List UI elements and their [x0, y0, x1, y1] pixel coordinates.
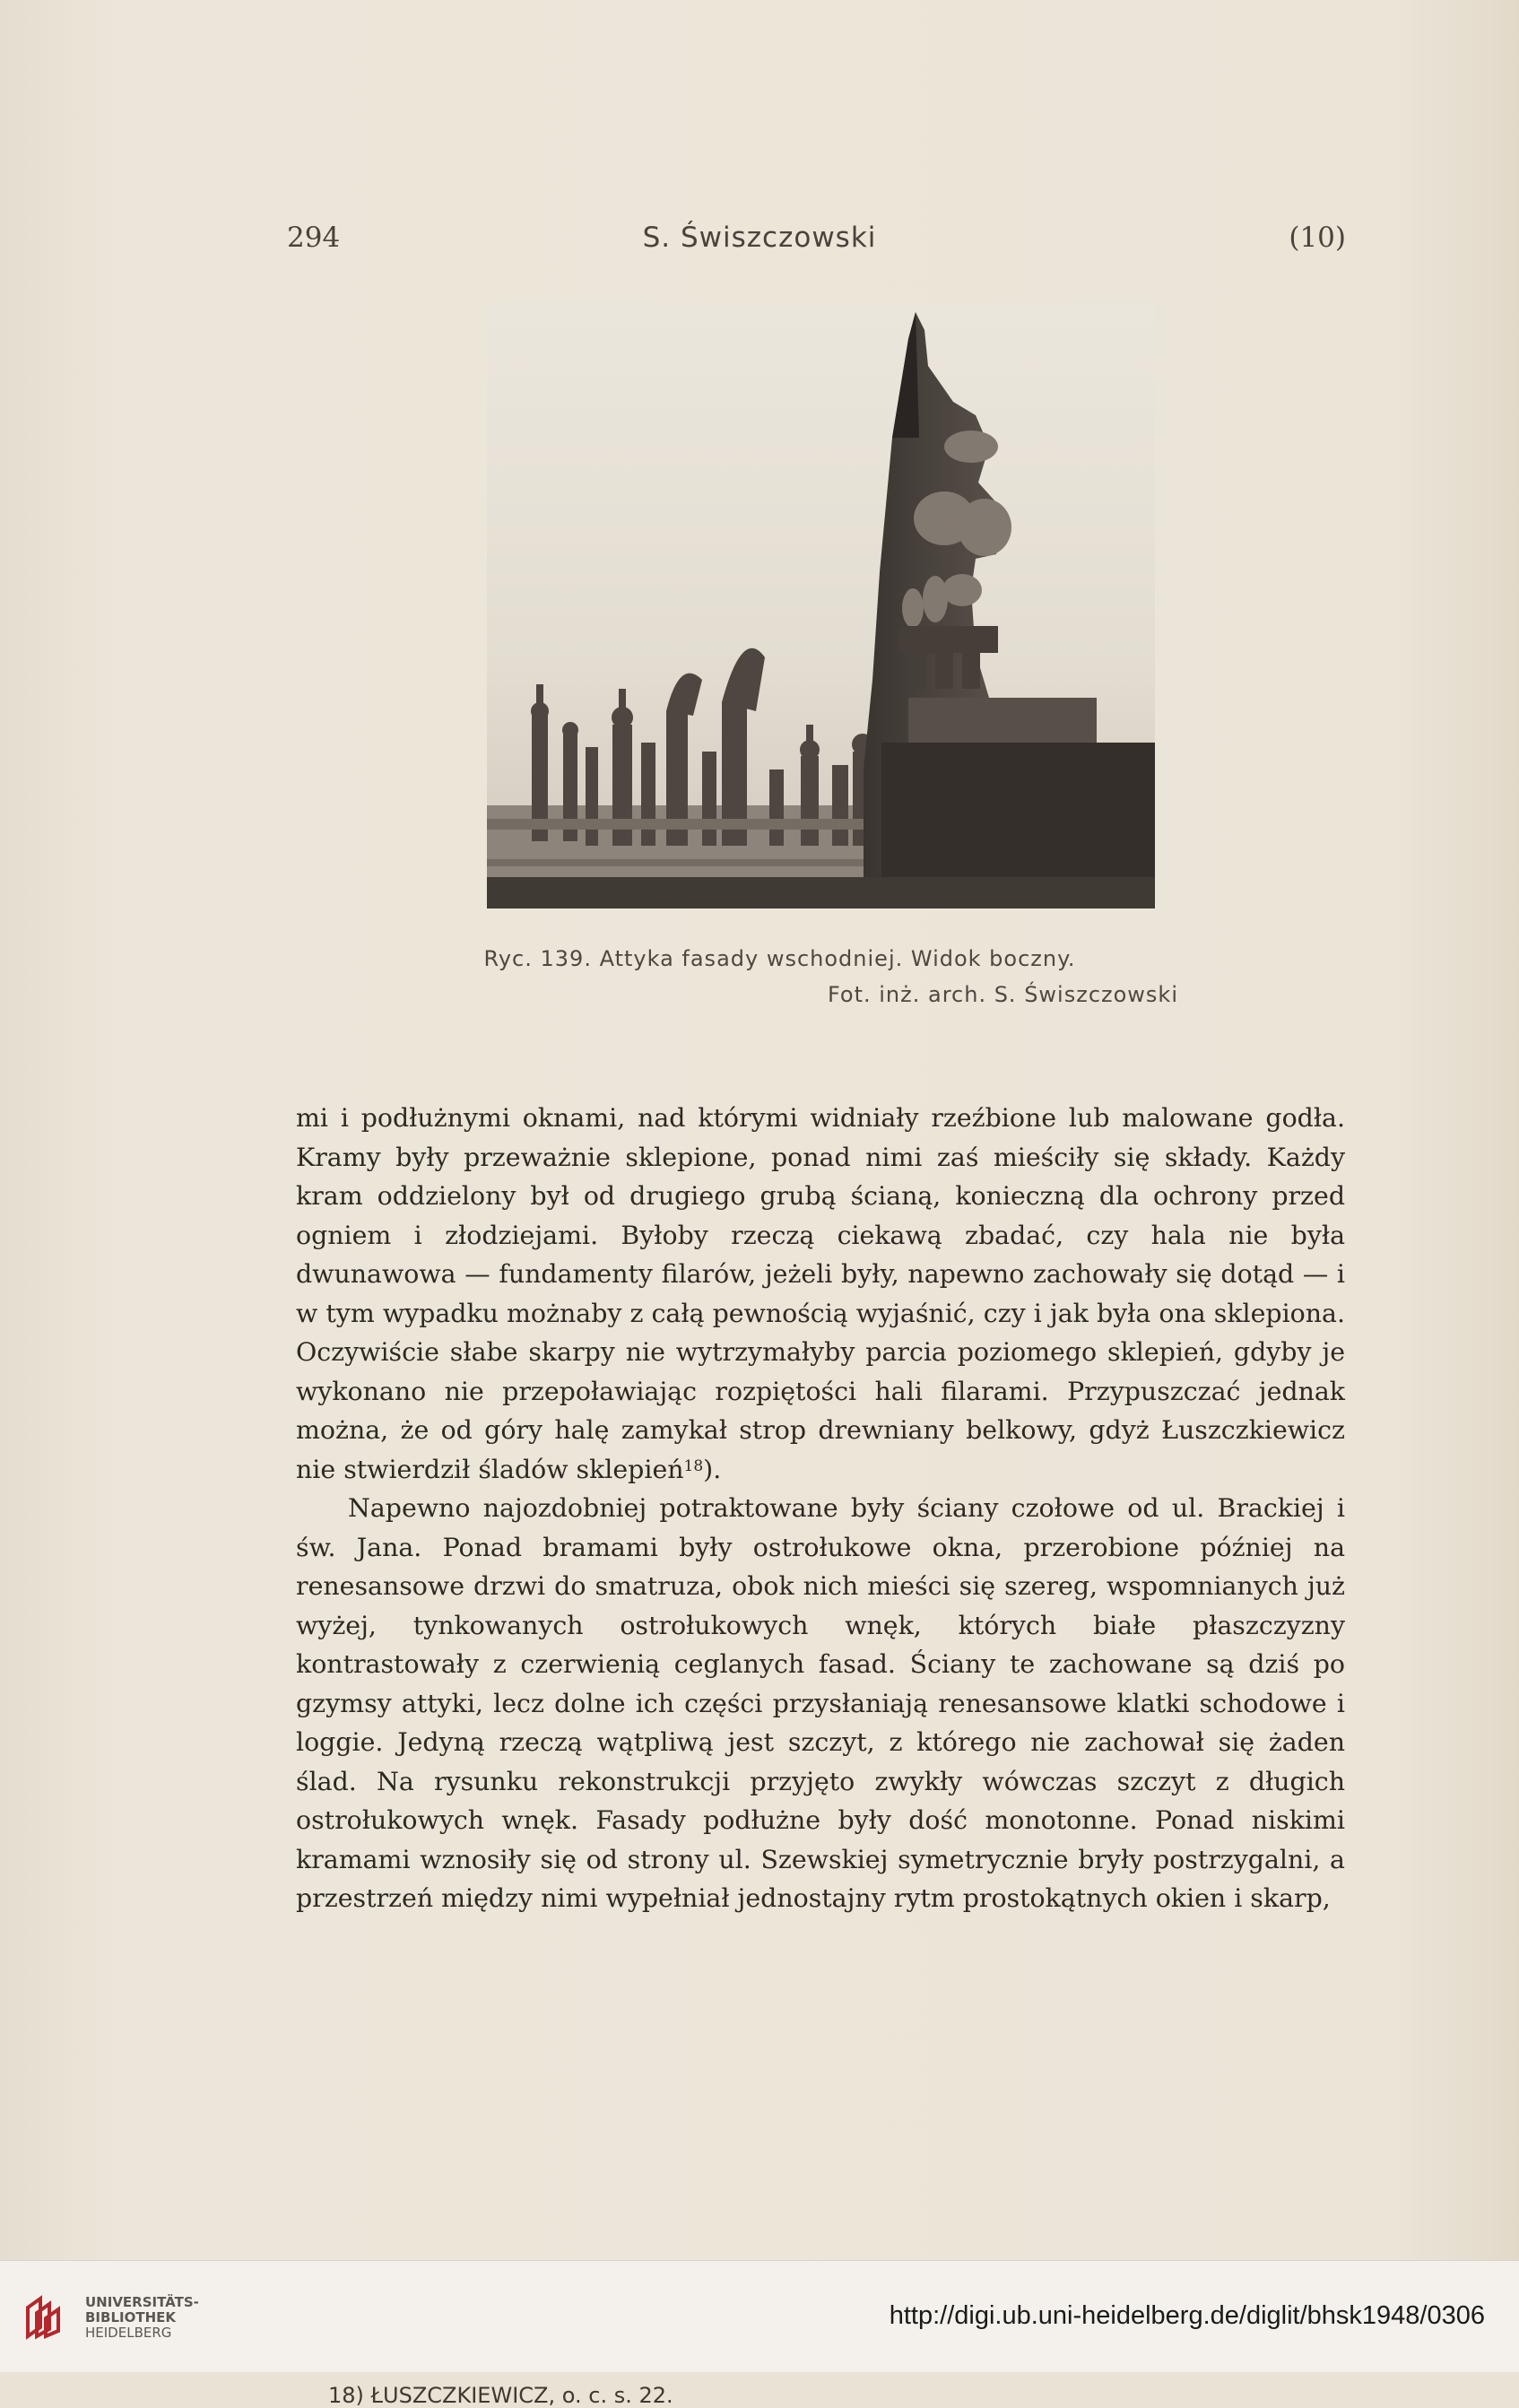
- permalink[interactable]: http://digi.ub.uni-heidelberg.de/diglit/bhsk1948/0306: [889, 2301, 1485, 2330]
- body-text: [296, 1099, 1345, 1918]
- footnote-number: 18): [328, 2383, 364, 2408]
- footnote: [328, 2383, 673, 2408]
- library-footer: [0, 2260, 1519, 2372]
- figure-caption: Ryc. 139. Attyka fasady wschodniej. Widok boczny.: [483, 946, 1076, 971]
- section-number: (10): [1289, 222, 1346, 254]
- library-line-1: UNIVERSITÄTS-: [85, 2294, 199, 2310]
- attic-photograph: [487, 303, 1155, 908]
- library-line-2: BIBLIOTHEK: [85, 2309, 176, 2325]
- photo-credit: Fot. inż. arch. S. Świszczowski: [827, 982, 1178, 1007]
- running-author: S. Świszczowski: [642, 222, 877, 254]
- library-name: [85, 2295, 199, 2341]
- library-line-3: HEIDELBERG: [85, 2325, 172, 2341]
- paragraph-1: [296, 1099, 1345, 1489]
- running-header: [0, 222, 1519, 266]
- paragraph-1-text: mi i podłużnymi oknami, nad którymi widniały rzeźbione lub malowane godła. Kramy były przeważnie sklepione, ponad nimi zaś mieściły się składy. Każdy kram oddzielony był od drugiego grubą ścianą, konieczną dla ochrony przed ogniem i złodziejami. Byłoby rzeczą ciekawą zbadać, czy hala nie była dwunawowa — fundamenty filarów, jeżeli były, napewno zachowały się dotąd — i w tym wypadku możnaby z całą pewnością wyjaśnić, czy i jak była ona sklepiona. Oczywiście słabe skarpy nie wytrzymałyby parcia poziomego sklepień, gdyby je wykonano nie przepoławiając rozpiętości hali filarami. Przypuszczać jednak można, że od góry halę zamykał strop drewniany belkowy, gdyż Łuszczkiewicz nie stwierdził śladów sklepień: [296, 1103, 1345, 1484]
- footnote-reference: 18: [683, 1456, 704, 1475]
- library-logo-icon: [22, 2295, 69, 2342]
- paragraph-2: Napewno najozdobniej potraktowane były ściany czołowe od ul. Brackiej i św. Jana. Ponad bramami były ostrołukowe okna, przerobione później na renesansowe drzwi do smatruza, obok nich mieści się szereg, wspomnianych już wyżej, tynkowanych ostrołukowych wnęk, których białe płaszczyzny kontrastowały z czerwienią ceglanych fasad. Ściany te zachowane są dziś po gzymsy attyki, lecz dolne ich części przysłaniają renesansowe klatki schodowe i loggie. Jedyną rzeczą wątpliwą jest szczyt, z którego nie zachował się żaden ślad. Na rysunku rekonstrukcji przyjęto zwykły wówczas szczyt z długich ostrołukowych wnęk. Fasady podłużne były dość monotonne. Ponad niskimi kramami wznosiły się od strony ul. Szewskiej symetrycznie bryły postrzygalni, a przestrzeń między nimi wypełniał jednostajny rytm prostokątnych okien i skarp,: [296, 1493, 1345, 1913]
- page-number: 294: [287, 222, 341, 254]
- paragraph-1-end: ).: [703, 1454, 722, 1484]
- footnote-text: ŁUSZCZKIEWICZ, o. c. s. 22.: [370, 2383, 673, 2408]
